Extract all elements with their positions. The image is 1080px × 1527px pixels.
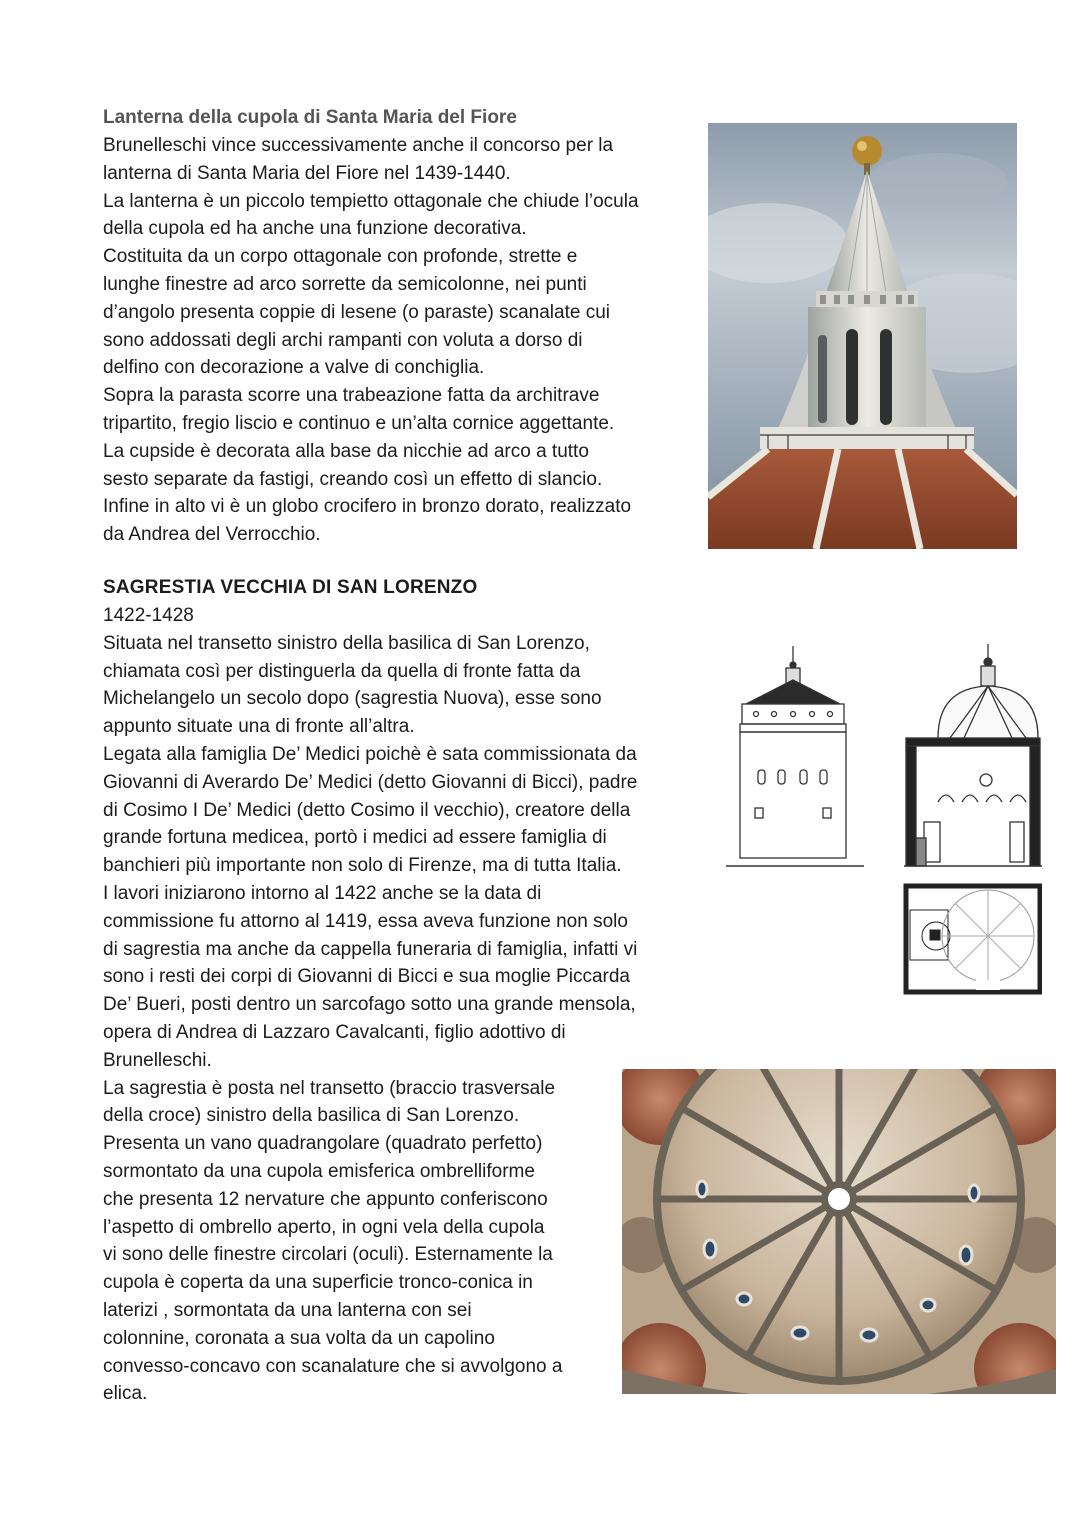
paragraph-line: chiamata così per distinguerla da quella di fronte fatta da [103,660,581,682]
section-title-sagrestia: SAGRESTIA VECCHIA DI SAN LORENZO [103,577,478,598]
paragraph-line: di Cosimo I De’ Medici (detto Cosimo il vecchio), creatore della [103,799,631,821]
paragraph-line: l’aspetto di ombrello aperto, in ogni vela della cupola [103,1216,545,1238]
paragraph-line: grande fortuna medicea, portò i medici ad essere famiglia di [103,827,607,849]
paragraph-line: delfino con decorazione a valve di conchiglia. [103,357,485,379]
lantern-photo [708,123,1017,549]
section-body-sagrestia-2 [103,1075,637,1409]
architectural-drawing-illustration [724,642,1042,998]
architectural-drawing [724,642,1042,998]
paragraph-line: La cupside è decorata alla base da nicchie ad arco a tutto [103,440,589,462]
section-date: 1422-1428 [103,605,194,626]
section-title-lanterna: Lanterna della cupola di Santa Maria del Fiore [103,107,517,128]
paragraph-line: d’angolo presenta coppie di lesene (o paraste) scanalate cui [103,301,610,323]
paragraph-line: La sagrestia è posta nel transetto (braccio trasversale [103,1077,556,1099]
paragraph-line: De’ Bueri, posti dentro un sarcofago sotto una grande mensola, [103,994,636,1016]
paragraph-line: opera di Andrea di Lazzaro Cavalcanti, figlio adottivo di [103,1021,566,1043]
paragraph-line: colonnine, coronata a sua volta da un capolino [103,1327,495,1349]
section-lanterna [103,104,639,549]
paragraph-line: della croce) sinistro della basilica di San Lorenzo. [103,1105,520,1127]
paragraph-line: cupola è coperta da una superficie tronco-conica in [103,1272,533,1294]
paragraph-line: Situata nel transetto sinistro della basilica di San Lorenzo, [103,632,590,654]
paragraph-line: appunto situate una di fronte all’altra. [103,716,415,738]
paragraph-line: banchieri più importante non solo di Firenze, ma di tutta Italia. [103,855,622,877]
section-sagrestia [103,574,637,1408]
paragraph-line: lanterna di Santa Maria del Fiore nel 1439-1440. [103,162,511,184]
paragraph-line: I lavori iniziarono intorno al 1422 anche se la data di [103,882,542,904]
lantern-photo-illustration [708,123,1017,549]
paragraph-line: convesso-concavo con scanalature che si avvolgono a [103,1355,563,1377]
paragraph-line: laterizi , sormontata da una lanterna con sei [103,1299,472,1321]
paragraph-line: elica. [103,1383,148,1405]
paragraph-line: che presenta 12 nervature che appunto conferiscono [103,1188,548,1210]
paragraph-line: sormontato da una cupola emisferica ombrelliforme [103,1160,535,1182]
paragraph-line: Presenta un vano quadrangolare (quadrato perfetto) [103,1133,543,1155]
paragraph-line: sono i resti dei corpi di Giovanni di Bicci e sua moglie Piccarda [103,966,630,988]
paragraph-line: Giovanni di Averardo De’ Medici (detto Giovanni di Bicci), padre [103,771,638,793]
dome-interior-illustration [622,1069,1056,1394]
paragraph-line: della cupola ed ha anche una funzione decorativa. [103,218,527,240]
paragraph-line: sesto separate da fastigi, creando così un effetto di slancio. [103,468,603,490]
paragraph-line: tripartito, fregio liscio e continuo e un’alta cornice aggettante. [103,412,615,434]
paragraph-line: di sagrestia ma anche da cappella funeraria di famiglia, infatti vi [103,938,638,960]
paragraph-line: Brunelleschi vince successivamente anche il concorso per la [103,135,614,156]
paragraph-line: Brunelleschi. [103,1049,212,1071]
paragraph-line: Sopra la parasta scorre una trabeazione fatta da architrave [103,385,600,407]
paragraph-line: da Andrea del Verrocchio. [103,524,321,546]
paragraph-line: commissione fu attorno al 1419, essa aveva funzione non solo [103,910,628,932]
paragraph-line: Michelangelo un secolo dopo (sagrestia Nuova), esse sono [103,688,602,710]
paragraph-line: sono addossati degli archi rampanti con voluta a dorso di [103,329,583,351]
paragraph-line: Legata alla famiglia De’ Medici poichè è sata commissionata da [103,743,637,765]
paragraph-line: lunghe finestre ad arco sorrette da semicolonne, nei punti [103,273,587,295]
paragraph-line: La lanterna è un piccolo tempietto ottagonale che chiude l’ocula [103,190,639,212]
section-body-sagrestia [103,630,637,1075]
paragraph-line: Infine in alto vi è un globo crocifero in bronzo dorato, realizzato [103,496,632,518]
dome-interior-photo [622,1069,1056,1394]
section-body-lanterna [103,132,639,549]
paragraph-line: Costituita da un corpo ottagonale con profonde, strette e [103,246,578,268]
paragraph-line: vi sono delle finestre circolari (oculi). Esternamente la [103,1244,553,1266]
